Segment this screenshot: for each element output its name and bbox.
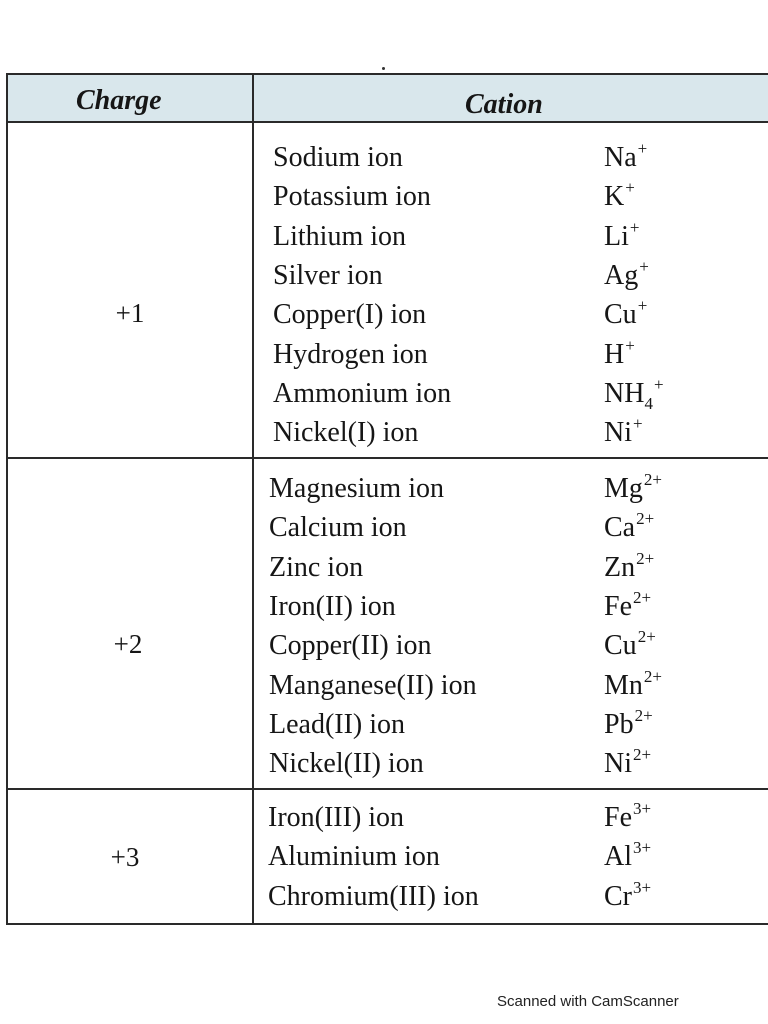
ion-symbol: Fe	[604, 591, 632, 622]
ion-formula	[604, 336, 635, 374]
ion-subscript: 4	[644, 394, 653, 413]
ion-formula	[604, 509, 655, 547]
ion-charge-superscript: +	[653, 375, 664, 394]
ion-charge-superscript: 2+	[636, 549, 655, 568]
ink-dot	[382, 67, 385, 70]
ion-charge-superscript: 2+	[643, 470, 662, 489]
ion-charge-superscript: +	[639, 257, 649, 276]
ion-symbol: Mn	[604, 670, 643, 701]
ion-name: Lithium ion	[273, 221, 406, 252]
ion-name: Hydrogen ion	[273, 339, 428, 370]
ion-name: Copper(II) ion	[269, 630, 432, 661]
ion-name: Manganese(II) ion	[269, 670, 477, 701]
ion-formula	[604, 549, 655, 587]
ion-formula	[604, 178, 635, 216]
ion-symbol: Ca	[604, 512, 636, 543]
ion-formula	[604, 470, 662, 508]
ion-symbol: Li	[604, 221, 629, 252]
ion-formula	[604, 257, 649, 295]
charge-column-header: Charge	[76, 85, 162, 116]
ion-formula	[604, 139, 648, 177]
ion-symbol: NH	[604, 378, 645, 409]
ion-charge-superscript: 3+	[633, 878, 652, 897]
ion-formula	[604, 667, 662, 705]
ion-charge-superscript: 3+	[633, 799, 652, 818]
ion-name: Iron(II) ion	[269, 591, 396, 622]
ion-charge-superscript: +	[625, 178, 635, 197]
ion-symbol: K	[604, 181, 625, 212]
ion-symbol: H	[604, 339, 625, 370]
ion-formula	[604, 588, 652, 626]
ion-formula	[604, 296, 648, 334]
ion-name: Ammonium ion	[273, 378, 452, 409]
ion-symbol: Zn	[604, 552, 636, 583]
header-divider	[8, 121, 768, 123]
ion-symbol: Fe	[604, 802, 632, 833]
ion-symbol: Mg	[604, 473, 643, 504]
ion-charge-superscript: 2+	[636, 509, 655, 528]
cation-column-header: Cation	[465, 89, 543, 120]
ion-symbol: Ag	[604, 260, 639, 291]
ion-charge-superscript: +	[637, 296, 648, 315]
ion-symbol: Cr	[604, 881, 632, 912]
ion-symbol: Cu	[604, 299, 637, 330]
ion-charge-superscript: 3+	[633, 838, 652, 857]
ion-symbol: Ni	[604, 417, 632, 448]
ion-charge-superscript: +	[633, 414, 643, 433]
ion-charge-superscript: +	[625, 336, 635, 355]
ion-name: Chromium(III) ion	[268, 881, 479, 912]
column-divider	[252, 75, 254, 923]
ion-charge-superscript: 2+	[633, 745, 652, 764]
ion-name: Zinc ion	[269, 552, 364, 583]
ion-name: Magnesium ion	[269, 473, 444, 504]
ion-symbol: Cu	[604, 630, 637, 661]
ion-symbol: Ni	[604, 748, 632, 779]
ion-name: Lead(II) ion	[269, 709, 406, 740]
ion-formula	[604, 706, 653, 744]
charge-plus-2: +2	[113, 629, 143, 659]
ion-formula	[604, 218, 640, 256]
ion-name: Aluminium ion	[268, 841, 440, 872]
ion-charge-superscript: +	[637, 139, 648, 158]
ion-name: Nickel(II) ion	[269, 748, 424, 779]
ion-formula	[604, 627, 656, 665]
ion-name: Nickel(I) ion	[273, 417, 419, 448]
ion-symbol: Pb	[604, 709, 634, 740]
scanner-watermark: Scanned with CamScanner	[497, 993, 679, 1010]
ion-name: Potassium ion	[273, 181, 431, 212]
ion-formula	[604, 745, 652, 783]
charge-plus-3: +3	[110, 842, 140, 872]
ion-charge-superscript: 2+	[643, 667, 662, 686]
ion-name: Calcium ion	[269, 512, 407, 543]
ion-formula	[604, 838, 652, 876]
ion-formula	[604, 375, 664, 413]
ion-charge-superscript: 2+	[634, 706, 653, 725]
ion-formula	[604, 799, 652, 837]
charge-plus-1: +1	[115, 298, 145, 328]
ion-charge-superscript: 2+	[633, 588, 652, 607]
ion-formula	[604, 414, 643, 452]
ion-name: Sodium ion	[273, 142, 403, 173]
ion-name: Copper(I) ion	[273, 299, 427, 330]
group-divider-1	[8, 457, 768, 459]
ion-name: Iron(III) ion	[268, 802, 405, 833]
group-divider-2	[8, 788, 768, 790]
ion-symbol: Al	[604, 841, 632, 872]
ion-name: Silver ion	[273, 260, 383, 291]
ion-symbol: Na	[604, 142, 637, 173]
ion-charge-superscript: +	[629, 218, 640, 237]
ion-charge-superscript: 2+	[637, 627, 656, 646]
ion-formula	[604, 878, 652, 916]
